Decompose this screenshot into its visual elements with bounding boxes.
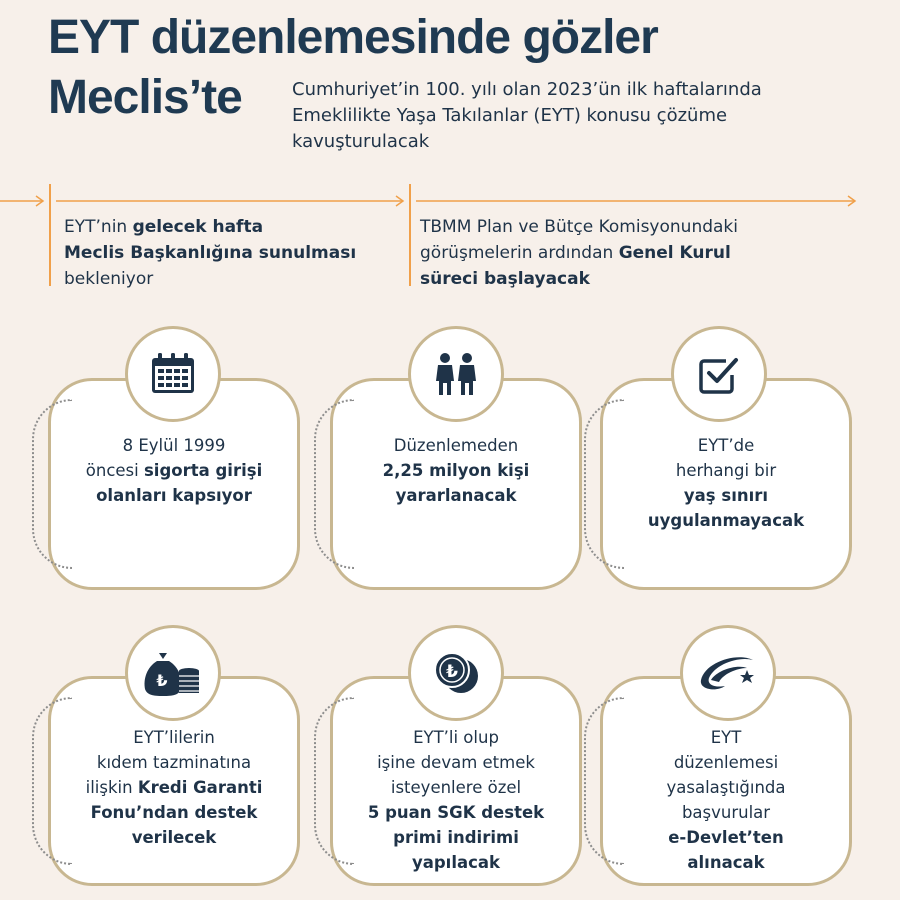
card-line: kıdem tazminatına bbox=[96, 753, 252, 772]
card-line: EYT’li olup bbox=[413, 728, 499, 747]
card-bold-line: olanları kapsıyor bbox=[96, 486, 252, 505]
subtitle-line3: kavuşturulacak bbox=[292, 131, 430, 152]
card-bold-line: alınacak bbox=[687, 853, 765, 872]
svg-text:₺: ₺ bbox=[446, 662, 458, 682]
money-bag-icon bbox=[125, 625, 221, 721]
card-bold-line: Kredi Garanti bbox=[137, 778, 263, 797]
card-bold-line: uygulanmayacak bbox=[647, 511, 805, 530]
step2-bold-b: süreci başlayacak bbox=[420, 269, 590, 289]
card-bold-line: yararlanacak bbox=[395, 486, 517, 505]
edevlet-logo-icon bbox=[680, 625, 776, 721]
step1-post: bekleniyor bbox=[64, 269, 154, 289]
card-coverage-text bbox=[61, 433, 287, 508]
subtitle-line1: Cumhuriyet’in 100. yılı olan 2023’ün ilk haftalarında bbox=[292, 79, 762, 100]
card-line: 8 Eylül 1999 bbox=[122, 436, 226, 455]
calendar-icon bbox=[125, 326, 221, 422]
card-line bbox=[61, 775, 287, 800]
card-line: EYT’lilerin bbox=[133, 728, 215, 747]
timeline-step-1 bbox=[64, 214, 356, 292]
timeline-arrow-right bbox=[416, 194, 858, 208]
page-title-line2: Meclis’te bbox=[48, 71, 242, 124]
timeline-tick-1 bbox=[49, 184, 51, 286]
card-bold-line: sigorta girişi bbox=[143, 461, 263, 480]
page-title-line1: EYT düzenlemesinde gözler bbox=[48, 11, 658, 64]
card-line: herhangi bir bbox=[675, 461, 777, 480]
card-age-limit-text bbox=[613, 433, 839, 533]
card-edevlet-text bbox=[613, 725, 839, 875]
card-line: işine devam etmek bbox=[377, 753, 535, 772]
step2-line2-pre: görüşmelerin ardından bbox=[420, 243, 619, 263]
card-bold-line: e-Devlet’ten bbox=[668, 828, 784, 847]
card-bold-line: yaş sınırı bbox=[683, 486, 769, 505]
step1-pre: EYT’nin bbox=[64, 217, 133, 237]
card-bold-line: 5 puan SGK destek bbox=[367, 803, 545, 822]
card-sgk-discount-text bbox=[343, 725, 569, 875]
step1-bold-a: gelecek hafta bbox=[132, 217, 264, 237]
card-bold-line: yapılacak bbox=[411, 853, 501, 872]
timeline-step-2 bbox=[420, 214, 738, 292]
card-line: düzenlemesi bbox=[673, 753, 779, 772]
card-line: EYT bbox=[710, 728, 742, 747]
people-icon bbox=[408, 326, 504, 422]
card-line: Düzenlemeden bbox=[393, 436, 519, 455]
card-line: başvurular bbox=[681, 803, 771, 822]
step1-bold-b: Meclis Başkanlığına sunulması bbox=[64, 243, 357, 263]
card-bold-line: primi indirimi bbox=[393, 828, 519, 847]
card-line-pre: öncesi bbox=[85, 461, 144, 480]
timeline-arrow-middle bbox=[56, 194, 406, 208]
step2-line1: TBMM Plan ve Bütçe Komisyonundaki bbox=[420, 217, 738, 237]
card-beneficiaries-text bbox=[343, 433, 569, 508]
page-subtitle bbox=[292, 77, 852, 155]
step2-bold-a: Genel Kurul bbox=[618, 243, 731, 263]
card-line: yasalaştığında bbox=[666, 778, 786, 797]
svg-text:₺: ₺ bbox=[156, 671, 168, 690]
card-line: EYT’de bbox=[697, 436, 755, 455]
card-severance-text bbox=[61, 725, 287, 850]
card-line bbox=[61, 458, 287, 483]
checkbox-icon bbox=[671, 326, 767, 422]
card-line: isteyenlere özel bbox=[390, 778, 522, 797]
lira-coins-icon bbox=[408, 625, 504, 721]
timeline-tick-2 bbox=[409, 184, 411, 286]
timeline-arrow-left bbox=[0, 194, 46, 208]
card-bold-line: verilecek bbox=[131, 828, 217, 847]
card-bold-line: Fonu’ndan destek bbox=[90, 803, 258, 822]
card-line-pre: ilişkin bbox=[85, 778, 138, 797]
subtitle-line2: Emeklilikte Yaşa Takılanlar (EYT) konusu çözüme bbox=[292, 105, 728, 126]
card-bold-line: 2,25 milyon kişi bbox=[382, 461, 530, 480]
